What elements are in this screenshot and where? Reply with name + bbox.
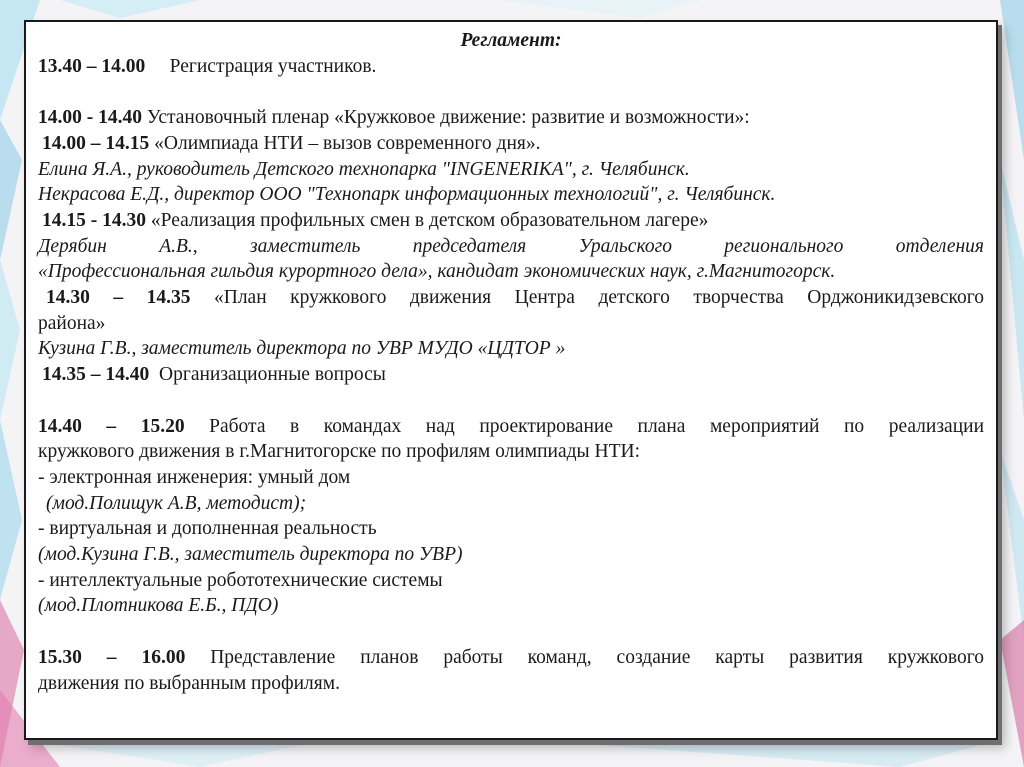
item-text: Организационные вопросы	[159, 364, 386, 386]
speaker-line: Дерябин А.В., заместитель председателя Уральского регионального отделения	[38, 235, 984, 257]
time-range: 14.40 – 15.20	[38, 415, 185, 437]
time-range: 14.30 – 14.35	[46, 287, 191, 309]
speaker-line: Елина Я.А., руководитель Детского технопарка "INGENERIKA", г. Челябинск.	[38, 158, 690, 180]
agenda-item	[38, 645, 984, 671]
item-continuation: района»	[38, 312, 106, 334]
time-range: 14.00 - 14.40	[38, 107, 142, 129]
time-range: 14.35 – 14.40	[42, 364, 150, 386]
profile-item: - интеллектуальные робототехнические системы	[38, 569, 443, 591]
item-text: «Олимпиада НТИ – вызов современного дня».	[154, 132, 541, 154]
agenda-item	[38, 414, 984, 440]
agenda-subitem	[38, 131, 984, 157]
time-range: 14.00 – 14.15	[42, 132, 150, 154]
agenda-panel	[24, 20, 998, 740]
moderator-line: (мод.Плотникова Е.Б., ПДО)	[38, 595, 279, 617]
agenda-subitem	[38, 285, 984, 311]
agenda-subitem	[38, 362, 984, 388]
item-continuation: движения по выбранным профилям.	[38, 672, 340, 694]
time-range: 15.30 – 16.00	[38, 646, 186, 668]
moderator-line: (мод.Полищук А.В, методист);	[46, 492, 307, 514]
time-range: 13.40 – 14.00	[38, 55, 146, 77]
moderator-line: (мод.Кузина Г.В., заместитель директора по УВР)	[38, 544, 463, 566]
item-text: Регистрация участников.	[169, 55, 377, 77]
profile-item: - виртуальная и дополненная реальность	[38, 518, 377, 540]
agenda-title: Регламент:	[460, 30, 562, 51]
item-continuation: кружкового движения в г.Магнитогорске по профилям олимпиады НТИ:	[38, 441, 640, 463]
agenda-item	[38, 105, 984, 131]
agenda-item	[38, 54, 984, 80]
speaker-line: Кузина Г.В., заместитель директора по УВР МУДО «ЦДТОР »	[38, 338, 566, 360]
agenda-subitem	[38, 208, 984, 234]
item-text: Установочный пленар «Кружковое движение: развитие и возможности»:	[146, 107, 750, 129]
item-text: «Реализация профильных смен в детском образовательном лагере»	[150, 209, 709, 231]
item-text: «План кружкового движения Центра детского творчества Орджоникидзевского	[213, 287, 985, 309]
speaker-line: «Профессиональная гильдия курортного дела», кандидат экономических наук, г.Магнитогорск.	[38, 261, 836, 283]
item-text: Работа в командах над проектирование плана мероприятий по реализации	[209, 415, 985, 437]
profile-item: - электронная инженерия: умный дом	[38, 466, 351, 488]
speaker-line: Некрасова Е.Д., директор ООО "Технопарк информационных технологий", г. Челябинск.	[38, 184, 776, 206]
time-range: 14.15 - 14.30	[42, 209, 146, 231]
item-text: Представление планов работы команд, создание карты развития кружкового	[210, 646, 984, 668]
